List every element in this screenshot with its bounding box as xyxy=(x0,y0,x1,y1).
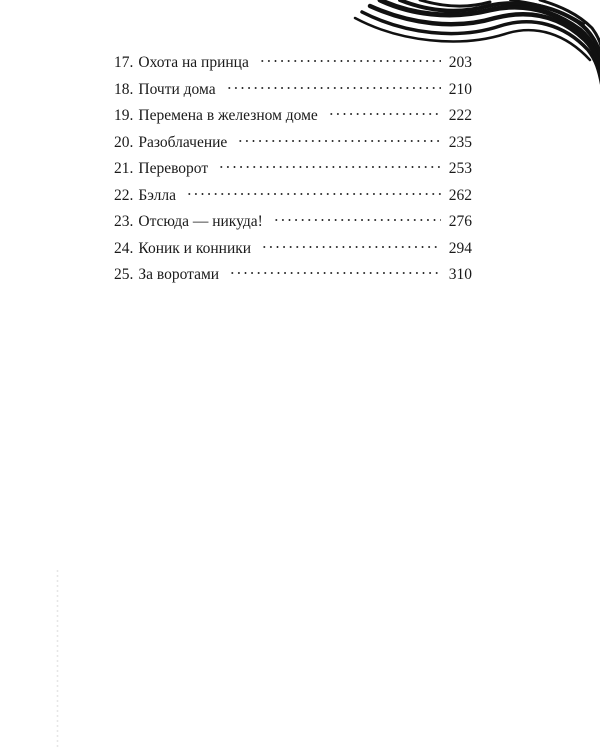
dot-leader xyxy=(259,53,441,69)
dot-leader xyxy=(186,185,441,201)
page-number: 222 xyxy=(448,107,472,124)
dot-leader xyxy=(273,212,441,228)
page-number: 235 xyxy=(448,133,472,151)
chapter-title: Коник и конники xyxy=(138,239,252,257)
chapter-number: 20. xyxy=(114,133,134,151)
chapter-number: 19. xyxy=(114,107,134,124)
toc-entry-25[interactable] xyxy=(114,262,472,289)
dot-leader xyxy=(226,79,441,95)
chapter-title: Переворот xyxy=(138,160,209,177)
page-number: 276 xyxy=(448,213,472,230)
table-of-contents xyxy=(114,50,472,289)
chapter-number: 21. xyxy=(114,160,134,177)
page-number: 310 xyxy=(448,266,472,283)
chapter-number: 17. xyxy=(114,54,134,71)
toc-entry-20[interactable] xyxy=(114,130,472,157)
dot-leader xyxy=(229,265,441,281)
chapter-number: 25. xyxy=(114,266,134,283)
dot-leader xyxy=(261,238,441,254)
dot-leader xyxy=(218,159,441,175)
chapter-title: За воротами xyxy=(138,266,220,283)
toc-entry-24[interactable] xyxy=(114,236,472,263)
chapter-number: 23. xyxy=(114,213,134,230)
page-number: 210 xyxy=(448,80,472,98)
chapter-title: Перемена в железном доме xyxy=(138,107,318,124)
chapter-title: Отсюда — никуда! xyxy=(138,213,263,230)
toc-entry-22[interactable] xyxy=(114,183,472,210)
dot-leader xyxy=(328,106,441,122)
page-number: 262 xyxy=(448,186,472,204)
chapter-number: 24. xyxy=(114,239,134,257)
toc-entry-18[interactable] xyxy=(114,77,472,104)
page-number: 294 xyxy=(448,239,472,257)
dot-leader xyxy=(237,132,440,148)
chapter-title: Почти дома xyxy=(138,80,216,98)
toc-entry-17[interactable] xyxy=(114,50,472,77)
chapter-title: Бэлла xyxy=(138,186,176,204)
toc-entry-23[interactable] xyxy=(114,209,472,236)
chapter-title: Охота на принца xyxy=(138,54,249,71)
page-edge-mark xyxy=(56,570,59,750)
page-number: 203 xyxy=(448,54,472,71)
page-number: 253 xyxy=(448,160,472,177)
toc-entry-21[interactable] xyxy=(114,156,472,183)
toc-entry-19[interactable] xyxy=(114,103,472,130)
chapter-title: Разоблачение xyxy=(138,133,228,151)
chapter-number: 18. xyxy=(114,80,134,98)
chapter-number: 22. xyxy=(114,186,134,204)
